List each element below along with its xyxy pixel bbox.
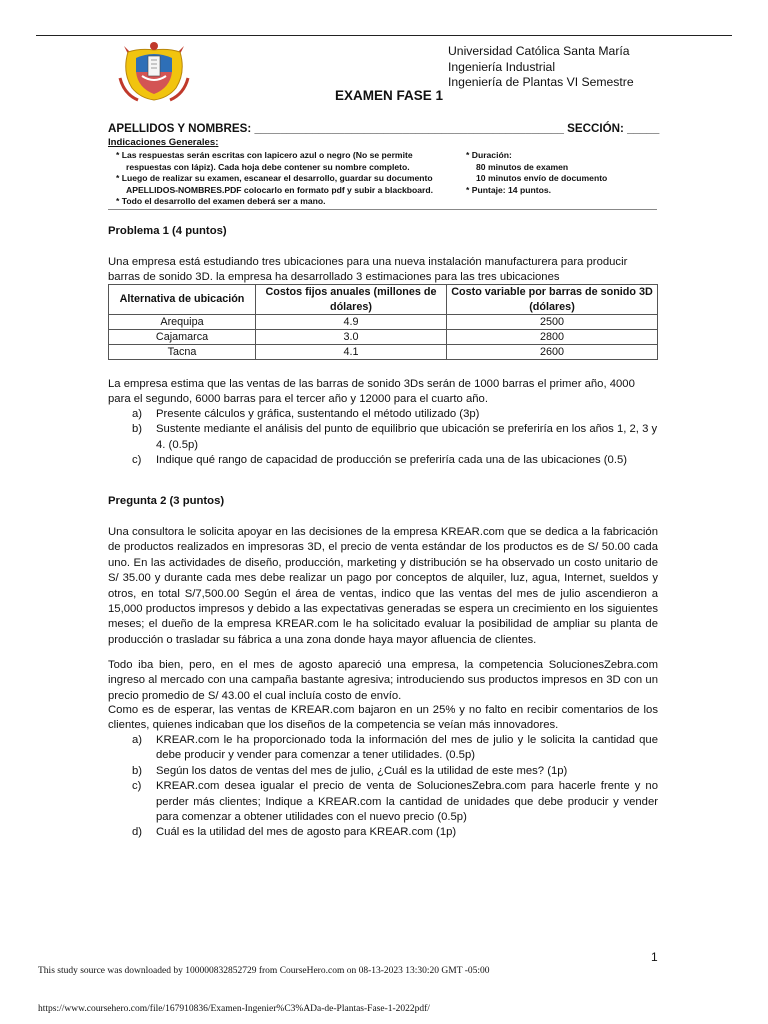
list-item bbox=[108, 733, 658, 764]
question2-paragraph3: Como es de esperar, las ventas de KREAR.com bajaron en un 25% y no falto en recibir comentarios de los clientes, quienes indicaban que los diseños de la competencia se veían más innovadores. bbox=[108, 704, 658, 732]
locations-table bbox=[108, 284, 658, 360]
item-letter: c) bbox=[132, 454, 142, 467]
problem1-title: Problema 1 (4 puntos) bbox=[108, 225, 227, 237]
item-letter: c) bbox=[132, 780, 142, 793]
indications-right bbox=[466, 150, 607, 196]
table-row bbox=[109, 345, 658, 360]
list-item bbox=[108, 422, 658, 453]
item-text: Indique qué rango de capacidad de producción se preferiría cada una de las ubicaciones (0.5) bbox=[156, 454, 628, 467]
problem1-sales: La empresa estima que las ventas de las barras de sonido 3Ds serán de 1000 barras el primer año, 4000 para el segundo, 6000 barras para el tercer año y 12000 para el cuarto año. bbox=[108, 378, 635, 406]
list-item bbox=[108, 407, 658, 422]
university-header bbox=[448, 44, 634, 91]
list-item bbox=[108, 453, 658, 468]
table-cell: 2800 bbox=[447, 330, 658, 345]
question2-title: Pregunta 2 (3 puntos) bbox=[108, 495, 225, 507]
indication-line: APELLIDOS-NOMBRES.PDF colocarlo en formato pdf y subir a blackboard. bbox=[126, 184, 434, 195]
table-cell: Arequipa bbox=[109, 315, 256, 330]
duration-exam: 80 minutos de examen bbox=[476, 161, 569, 172]
indications-left bbox=[116, 150, 456, 208]
table-cell: 4.1 bbox=[256, 345, 447, 360]
duration-upload: 10 minutos envío de documento bbox=[476, 173, 608, 184]
table-cell: 2600 bbox=[447, 345, 658, 360]
item-letter: b) bbox=[132, 423, 143, 436]
problem1-intro: Una empresa está estudiando tres ubicaciones para una nueva instalación manufacturera para producir barras de sonido 3D. la empresa ha desarrollado 3 estimaciones para las tres ubicaciones bbox=[108, 256, 628, 284]
download-footer: This study source was downloaded by 100000832852729 from CourseHero.com on 08-13-2023 13:30:20 GMT -05:00 bbox=[38, 966, 490, 976]
source-url-footer: https://www.coursehero.com/file/167910836/Examen-Ingenier%C3%ADa-de-Plantas-Fase-1-2022pdf/ bbox=[38, 1004, 430, 1014]
item-letter: d) bbox=[132, 826, 143, 839]
problem1-questions bbox=[108, 407, 658, 469]
table-header-cell: Alternativa de ubicación bbox=[109, 285, 256, 315]
table-cell: Cajamarca bbox=[109, 330, 256, 345]
name-section-line: APELLIDOS Y NOMBRES: ________________________________________________ SECCIÓN: _____ bbox=[108, 122, 660, 135]
university-name: Universidad Católica Santa María bbox=[448, 44, 630, 58]
item-text: Cuál es la utilidad del mes de agosto para KREAR.com (1p) bbox=[156, 826, 457, 839]
exam-title: EXAMEN FASE 1 bbox=[334, 88, 444, 103]
item-text: Sustente mediante el análisis del punto de equilibrio que ubicación se preferiría en los años 1, 2, 3 y 4. (0.5p) bbox=[156, 423, 658, 451]
question2-paragraph2: Todo iba bien, pero, en el mes de agosto apareció una empresa, la competencia SolucionesZebra.com ingreso al mercado con una campaña bastante agresiva; introduciendo sus productos impresos en 3D con un precio promedio de S/ 43.00 el cual incluía costo de envío. bbox=[108, 659, 658, 702]
indications-title: Indicaciones Generales: bbox=[108, 137, 219, 148]
indication-line: * Todo el desarrollo del examen deberá ser a mano. bbox=[116, 196, 326, 207]
list-item bbox=[108, 764, 658, 779]
item-letter: a) bbox=[132, 408, 143, 420]
page-number: 1 bbox=[651, 950, 658, 964]
list-item bbox=[108, 779, 658, 825]
item-text: Presente cálculos y gráfica, sustentando el método utilizado (3p) bbox=[156, 408, 480, 420]
table-row bbox=[109, 330, 658, 345]
list-item bbox=[108, 825, 658, 840]
item-letter: b) bbox=[132, 764, 143, 777]
item-text: KREAR.com le ha proporcionado toda la información del mes de julio y le solicita la cantidad que debe producir y vender para comenzar a tener utilidades. (0.5p) bbox=[156, 734, 658, 762]
table-cell: 3.0 bbox=[256, 330, 447, 345]
duration-label: * Duración: bbox=[466, 150, 512, 160]
table-cell: Tacna bbox=[109, 345, 256, 360]
faculty-name: Ingeniería Industrial bbox=[448, 59, 556, 74]
item-text: Según los datos de ventas del mes de julio, ¿Cuál es la utilidad de este mes? (1p) bbox=[156, 764, 568, 777]
table-cell: 2500 bbox=[447, 315, 658, 330]
indication-line: respuestas con lápiz). Cada hoja debe contener su nombre completo. bbox=[126, 161, 410, 172]
indication-line: * Luego de realizar su examen, escanear el desarrollo, guardar su documento bbox=[116, 173, 433, 184]
table-row bbox=[109, 315, 658, 330]
page-top-rule bbox=[36, 35, 732, 36]
table-cell: 4.9 bbox=[256, 315, 447, 330]
item-letter: a) bbox=[132, 734, 143, 746]
table-header-cell: Costo variable por barras de sonido 3D (dólares) bbox=[447, 285, 658, 315]
item-text: KREAR.com desea igualar el precio de venta de SolucionesZebra.com para hacerle frente y no perder más clientes; Indique a KREAR.com la cantidad de unidades que debe producir y vender para comenzar a obtener utilidades con el nuevo precio (0.5p) bbox=[156, 780, 658, 824]
table-header-row bbox=[109, 285, 658, 315]
header-separator bbox=[108, 209, 657, 210]
indication-line: * Las respuestas serán escritas con lapicero azul o negro (No se permite bbox=[116, 150, 413, 160]
score-label: * Puntaje: 14 puntos. bbox=[466, 184, 551, 195]
course-name: Ingeniería de Plantas VI Semestre bbox=[448, 75, 634, 89]
question2-paragraph1: Una consultora le solicita apoyar en las decisiones de la empresa KREAR.com que se dedica a la fabricación de productos realizados en impresoras 3D, el precio de venta estándar de los productos es de S/ 50.00 cada uno. En las actividades de diseño, producción, marketing y distribución se ha observado un costo unitario de S/ 35.00 y durante cada mes debe realizar un pago por conceptos de alquiler, luz, agua, Internet, sueldos y otros, en total S/7,500.00 Según el área de ventas, indico que las ventas del mes de julio ascendieron a 15,000 productos impresos y debido a las expectativas generadas se espera un crecimiento en los siguientes meses; el dueño de la empresa KREAR.com le ha solicitado evaluar la posibilidad de ampliar su planta de producción o trasladar su fábrica a una zona donde haya mayor afluencia de clientes. bbox=[108, 526, 658, 646]
table-header-cell: Costos fijos anuales (millones de dólares) bbox=[256, 285, 447, 315]
question2-questions bbox=[108, 733, 658, 841]
